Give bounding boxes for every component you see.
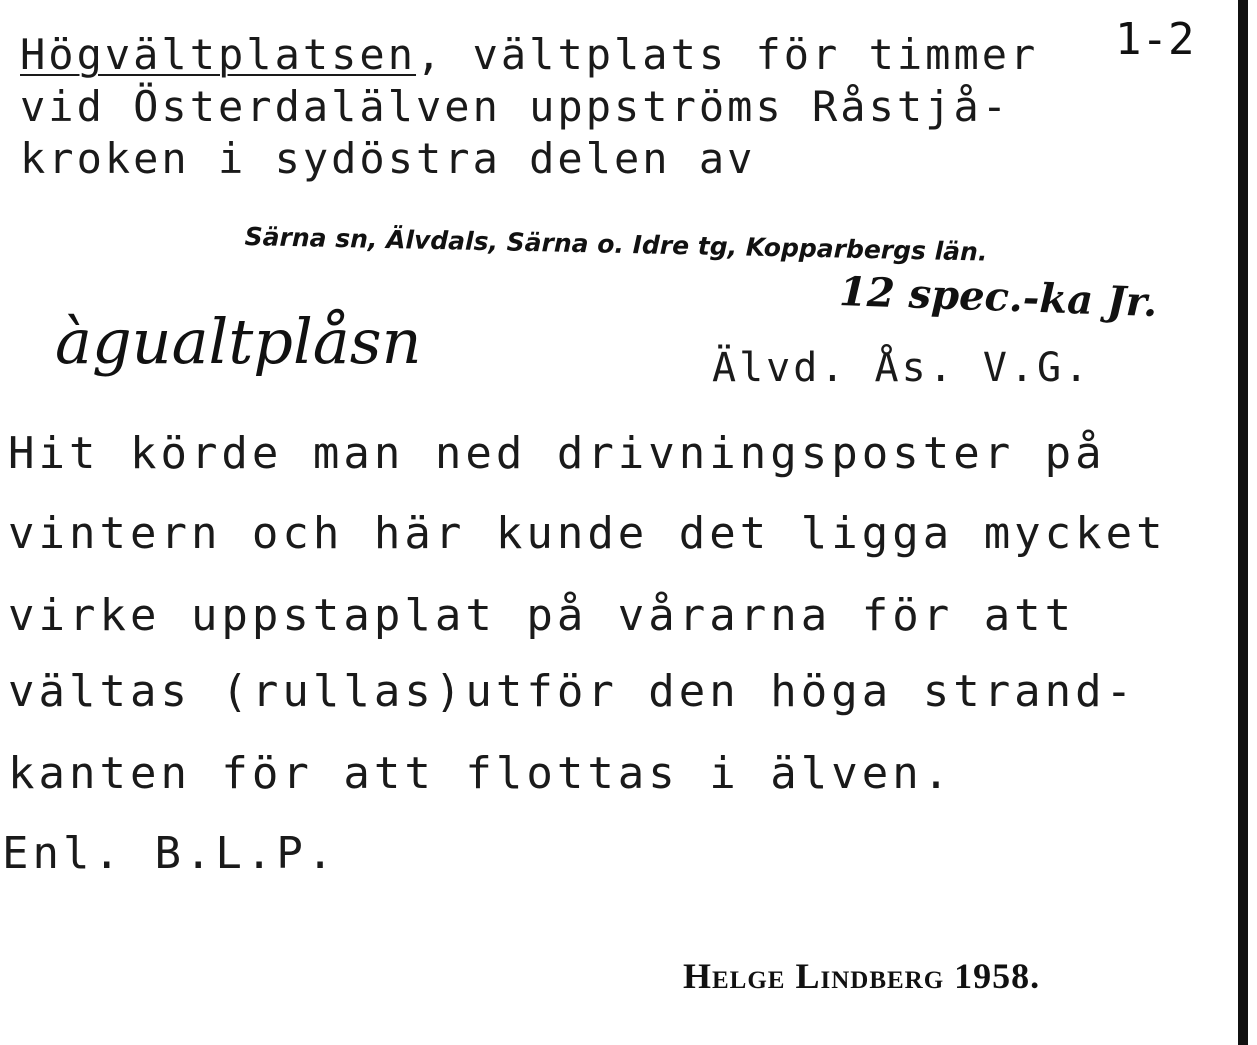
card-edge-border (1238, 0, 1248, 1045)
pronunciation-handwritten: àgualtplåsn (55, 305, 422, 378)
signature: Helge Lindberg 1958. (683, 956, 1041, 996)
abbreviations: Älvd. Ås. V.G. (712, 345, 1092, 391)
heading-text-1: , vältplats för timmer (416, 30, 1039, 79)
heading-line-3: kroken i sydöstra delen av (20, 134, 756, 183)
card-number: 1-2 (1115, 14, 1195, 65)
body-line-1: Hit körde man ned drivningsposter på (8, 428, 1106, 479)
handwritten-note: 12 spec.-ka Jr. (838, 268, 1159, 327)
heading-line-2: vid Österdalälven uppströms Råstjå- (20, 82, 1011, 131)
body-line-4: vältas (rullas)utför den höga strand- (8, 666, 1137, 717)
body-line-6: Enl. B.L.P. (2, 828, 338, 879)
body-line-2: vintern och här kunde det ligga mycket (8, 508, 1167, 559)
location-stamp: Särna sn, Älvdals, Särna o. Idre tg, Kopparbergs län. (244, 222, 988, 267)
heading-line-1 (20, 30, 1038, 79)
body-line-3: virke uppstaplat på vårarna för att (8, 590, 1076, 641)
headword: Högvältplatsen (20, 30, 417, 79)
body-line-5: kanten för att flottas i älven. (8, 748, 954, 799)
